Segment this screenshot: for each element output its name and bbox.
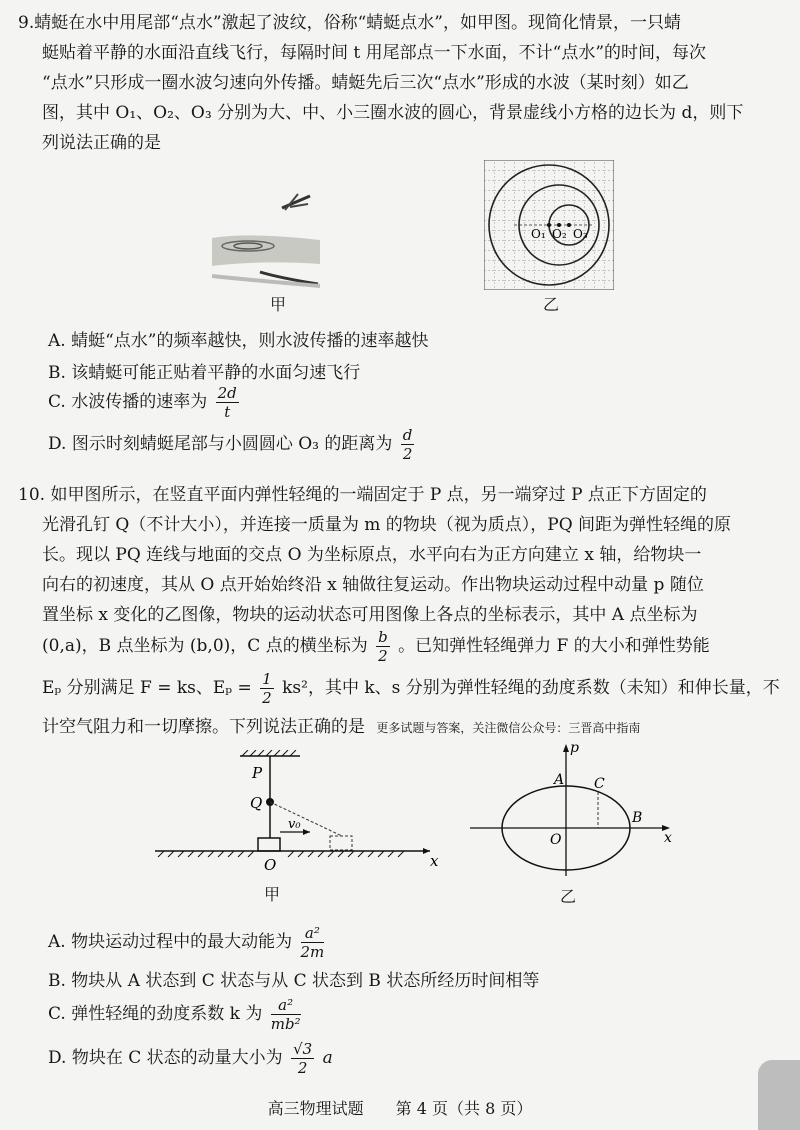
- fraction-denominator: 2m: [300, 943, 325, 961]
- q9-option-d-text: D. 图示时刻蜻蜓尾部与小圆圆心 O₃ 的距离为: [48, 434, 393, 454]
- q10-option-a[interactable]: [48, 924, 327, 961]
- q10-option-b[interactable]: B. 物块从 A 状态到 C 状态与从 C 状态到 B 状态所经历时间相等: [48, 971, 540, 991]
- q9-wave-diagram: [484, 160, 614, 290]
- q10-line-6: [42, 628, 710, 665]
- q10-line-4: 向右的初速度，其从 O 点开始始终沿 x 轴做往复运动。作出物块运动过程中动量 p 随位: [42, 575, 704, 595]
- label-c: C: [594, 776, 605, 792]
- label-q: Q: [250, 794, 263, 812]
- q10-line-8: [42, 712, 640, 737]
- label-o: O: [550, 832, 562, 848]
- q10-line-5: 置坐标 x 变化的乙图像，物块的运动状态可用图像上各点的坐标表示，其中 A 点坐标为: [42, 605, 698, 625]
- label-x-axis: x: [664, 830, 672, 846]
- label-b: B: [632, 810, 643, 826]
- q9-photo-dragonfly: [210, 180, 330, 290]
- label-o3: O₃: [573, 227, 588, 241]
- fraction-numerator: 1: [262, 670, 272, 688]
- q10-option-a-text: A. 物块运动过程中的最大动能为: [48, 932, 293, 952]
- fraction-numerator: b: [378, 628, 388, 646]
- q10-apparatus-diagram: [150, 750, 450, 880]
- q10-line-1: 10. 如甲图所示，在竖直平面内弹性轻绳的一端固定于 P 点，另一端穿过 P 点正下方固定的: [18, 485, 707, 505]
- q9-fig-right-caption: 乙: [543, 295, 560, 314]
- label-o2: O₂: [552, 227, 567, 241]
- q9-option-d[interactable]: [48, 426, 417, 463]
- watermark-text: 更多试题与答案，关注微信公众号：三晋高中指南: [376, 721, 641, 735]
- label-p-axis: p: [570, 742, 579, 756]
- q10-option-d-text: D. 物块在 C 状态的动量大小为: [48, 1048, 283, 1068]
- q10-p-x-graph: [470, 742, 680, 882]
- q9-option-c-fraction: [216, 384, 239, 421]
- scan-page-edge: [758, 1060, 800, 1130]
- q10-line-7: [42, 670, 780, 707]
- label-o: O: [264, 856, 277, 874]
- fraction-denominator: mb²: [270, 1015, 301, 1033]
- fraction-numerator: a²: [301, 924, 325, 943]
- q9-option-b[interactable]: B. 该蜻蜓可能正贴着平静的水面匀速飞行: [48, 363, 361, 383]
- q10-fig-left-caption: 甲: [264, 885, 281, 904]
- label-a: A: [554, 772, 565, 788]
- q9-line-2: 蜓贴着平静的水面沿直线飞行，每隔时间 t 用尾部点一下水面，不计“点水”的时间，每次: [42, 43, 707, 63]
- q10-line-2: 光滑孔钉 Q（不计大小），并连接一质量为 m 的物块（视为质点），PQ 间距为弹性轻绳的原: [42, 515, 732, 535]
- q10-line-3: 长。现以 PQ 连线与地面的交点 O 为坐标原点，水平向右为正方向建立 x 轴，给物块一: [42, 545, 702, 565]
- label-o1: O₁: [531, 227, 546, 241]
- q10-line-6-fraction: [376, 628, 390, 665]
- q10-option-d-suffix: a: [322, 1048, 333, 1068]
- q10-option-d-fraction: [291, 1040, 314, 1077]
- q9-line-3: “点水”只形成一圈水波匀速向外传播。蜻蜓先后三次“点水”形成的水波（某时刻）如乙: [42, 73, 689, 93]
- q10-line-7-a: Eₚ 分别满足 F = ks、Eₚ =: [42, 678, 252, 698]
- q10-option-c[interactable]: [48, 996, 304, 1033]
- q9-fig-left-caption: 甲: [270, 295, 287, 314]
- label-v0: v₀: [288, 817, 301, 832]
- fraction-denominator: 2: [262, 689, 272, 707]
- q10-option-c-text: C. 弹性轻绳的劲度系数 k 为: [48, 1004, 263, 1024]
- fraction-numerator: a²: [271, 996, 301, 1015]
- q10-line-6-prefix: (0,a)，B 点坐标为 (b,0)，C 点的横坐标为: [42, 636, 368, 656]
- fraction-numerator: d: [402, 426, 413, 444]
- q9-line-5: 列说法正确的是: [42, 133, 161, 153]
- q10-line-7-fraction: [260, 670, 274, 707]
- page-footer: 高三物理试题 第 4 页（共 8 页）: [267, 1099, 533, 1118]
- q10-option-a-fraction: [301, 924, 325, 961]
- fraction-denominator: t: [224, 403, 231, 421]
- fraction-denominator: 2: [378, 647, 388, 665]
- q10-line-8-text: 计空气阻力和一切摩擦。下列说法正确的是: [42, 717, 365, 737]
- fraction-numerator: 2d: [217, 384, 237, 402]
- q10-line-7-b: ks²，其中 k、s 分别为弹性轻绳的劲度系数（未知）和伸长量，不: [282, 678, 780, 698]
- q9-line-1: 9.蜻蜓在水中用尾部“点水”激起了波纹，俗称“蜻蜓点水”，如甲图。现简化情景，一只蜻: [18, 13, 681, 33]
- q10-option-c-fraction: [271, 996, 301, 1033]
- fraction-numerator: √3: [293, 1040, 313, 1058]
- label-x: x: [430, 852, 439, 870]
- fraction-denominator: 2: [297, 1059, 308, 1077]
- q9-option-a[interactable]: A. 蜻蜓“点水”的频率越快，则水波传播的速率越快: [48, 331, 429, 351]
- fraction-denominator: 2: [402, 445, 413, 463]
- q10-line-6-suffix: 。已知弹性轻绳弹力 F 的大小和弹性势能: [398, 636, 710, 656]
- q9-option-c-text: C. 水波传播的速率为: [48, 392, 208, 412]
- q10-fig-right-caption: 乙: [560, 887, 577, 906]
- q9-option-d-fraction: [401, 426, 415, 463]
- q10-option-d[interactable]: [48, 1040, 333, 1077]
- label-p: P: [252, 764, 263, 782]
- q9-line-4: 图，其中 O₁、O₂、O₃ 分别为大、中、小三圈水波的圆心，背景虚线小方格的边长为 d，则下: [42, 103, 744, 123]
- q9-option-c[interactable]: [48, 384, 242, 421]
